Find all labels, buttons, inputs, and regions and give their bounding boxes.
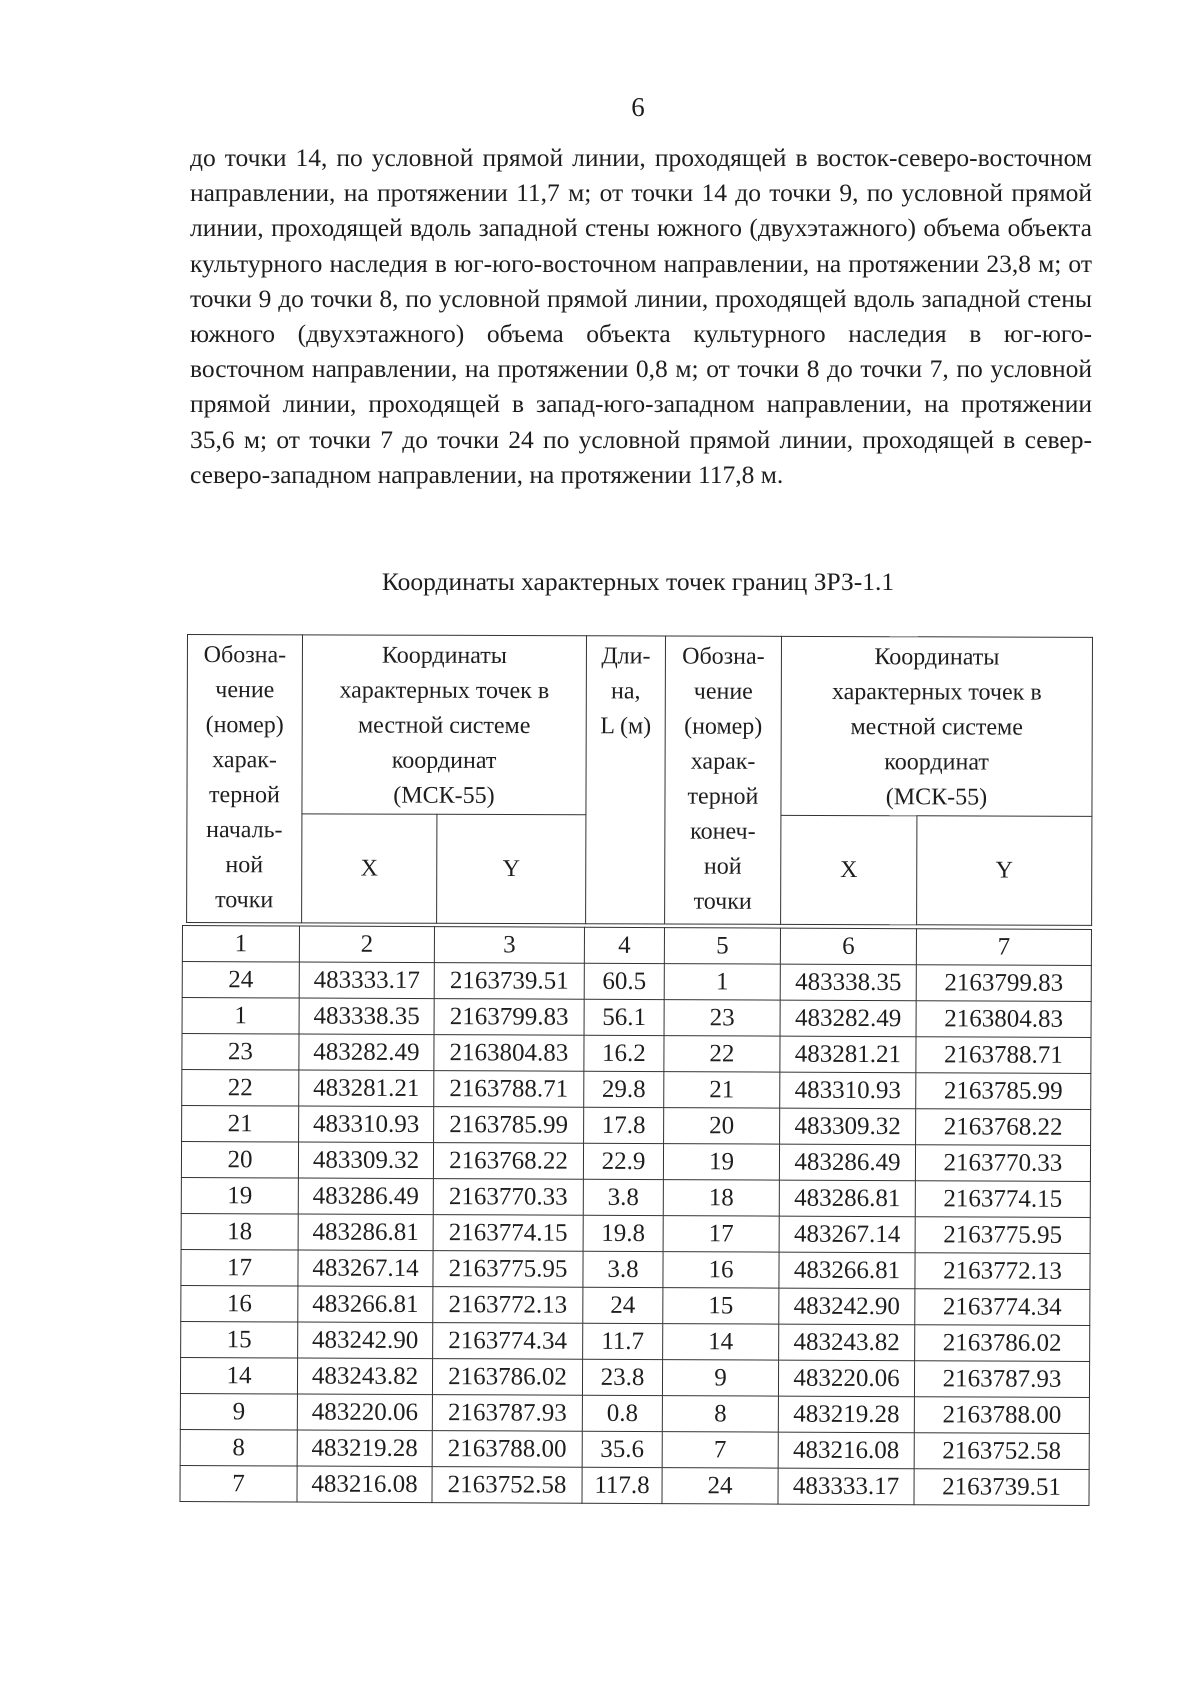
start-point-cell: 20 [181,1142,298,1179]
start-point-cell: 21 [182,1106,299,1143]
end-x-cell: 483310.93 [780,1072,916,1109]
end-point-cell: 9 [662,1360,778,1397]
end-point-cell: 16 [663,1252,779,1289]
start-y-cell: 2163774.34 [433,1323,583,1360]
start-x-cell: 483338.35 [299,998,434,1035]
header-end-y: Y [917,816,1092,926]
column-number: 5 [664,928,780,965]
table-row [181,1213,1090,1253]
start-y-cell: 2163752.58 [432,1467,582,1504]
end-x-cell: 483219.28 [778,1396,914,1433]
start-y-cell: 2163772.13 [433,1287,583,1324]
page-number: 6 [631,92,645,122]
start-point-cell: 19 [181,1177,298,1214]
end-y-cell: 2163785.99 [916,1073,1091,1110]
start-y-cell: 2163739.51 [434,963,584,1000]
length-cell: 16.2 [584,1035,664,1071]
end-x-cell: 483243.82 [779,1324,915,1361]
start-point-cell: 14 [180,1357,297,1394]
start-point-cell: 24 [182,962,299,999]
coordinates-table [179,925,1092,1506]
length-cell: 11.7 [583,1323,663,1359]
end-x-cell: 483220.06 [778,1360,914,1397]
length-cell: 3.8 [583,1251,663,1287]
header-end-coordinates: Координаты характерных точек в местной системе координат (МСК-55) [781,636,1093,816]
start-point-cell: 1 [182,998,299,1035]
end-x-cell: 483286.49 [779,1144,915,1181]
table-row [180,1357,1089,1397]
end-point-cell: 18 [663,1180,779,1217]
length-cell: 19.8 [583,1215,663,1251]
start-x-cell: 483286.81 [298,1214,433,1251]
table-row [180,1465,1089,1505]
end-point-cell: 14 [663,1324,779,1361]
end-point-cell: 24 [662,1468,778,1505]
start-point-cell: 15 [181,1321,298,1358]
column-number: 4 [584,927,664,963]
length-cell: 17.8 [584,1107,664,1143]
end-x-cell: 483286.81 [779,1180,915,1217]
end-y-cell: 2163788.00 [914,1397,1089,1434]
start-x-cell: 483220.06 [297,1394,432,1431]
end-y-cell: 2163772.13 [915,1253,1090,1290]
start-y-cell: 2163799.83 [434,999,584,1036]
table-row [181,1177,1090,1217]
start-y-cell: 2163804.83 [434,1035,584,1072]
header-start-x: X [302,814,437,923]
length-cell: 29.8 [584,1071,664,1107]
start-point-cell: 8 [180,1429,297,1466]
end-x-cell: 483282.49 [780,1000,916,1037]
start-x-cell: 483309.32 [298,1142,433,1179]
table-row [182,1106,1091,1146]
table-row [182,1034,1091,1074]
length-cell: 56.1 [584,999,664,1035]
start-y-cell: 2163770.33 [433,1179,583,1216]
header-start-y: Y [437,814,586,923]
table-row [182,998,1091,1038]
start-point-cell: 23 [182,1034,299,1071]
column-number-row [182,926,1091,966]
end-x-cell: 483216.08 [778,1432,914,1469]
header-start-coordinates: Координаты характерных точек в местной системе координат (МСК-55) [302,635,587,815]
table-body [180,926,1092,1506]
table-row [182,1070,1091,1110]
end-point-cell: 8 [662,1396,778,1433]
end-y-cell: 2163786.02 [915,1325,1090,1362]
start-x-cell: 483281.21 [299,1070,434,1107]
start-x-cell: 483282.49 [299,1034,434,1071]
table-row [181,1142,1090,1182]
end-y-cell: 2163770.33 [915,1145,1090,1182]
start-x-cell: 483310.93 [299,1106,434,1143]
end-y-cell: 2163768.22 [916,1109,1091,1146]
start-point-cell: 17 [181,1249,298,1286]
start-y-cell: 2163775.95 [433,1251,583,1288]
start-x-cell: 483216.08 [297,1466,432,1503]
table-row [182,962,1091,1002]
start-y-cell: 2163774.15 [433,1215,583,1252]
end-x-cell: 483338.35 [780,964,916,1001]
length-cell: 35.6 [582,1431,662,1467]
header-length: Дли- на, L (м) [586,636,666,924]
column-number: 6 [780,928,916,965]
column-number: 3 [434,927,584,964]
end-y-cell: 2163739.51 [914,1469,1089,1506]
header-end-x: X [781,815,917,924]
length-cell: 23.8 [582,1359,662,1395]
end-y-cell: 2163788.71 [916,1037,1091,1074]
start-y-cell: 2163786.02 [432,1359,582,1396]
start-point-cell: 22 [182,1070,299,1107]
start-x-cell: 483242.90 [298,1322,433,1359]
table-row [181,1321,1090,1361]
length-cell: 117.8 [582,1467,662,1503]
table-row [180,1429,1089,1469]
length-cell: 24 [583,1287,663,1323]
end-y-cell: 2163804.83 [916,1001,1091,1038]
start-point-cell: 9 [180,1393,297,1430]
start-y-cell: 2163768.22 [433,1143,583,1180]
body-paragraph: до точки 14, по условной прямой линии, проходящей в восток-северо-восточном направлении, на протяжении 11,7 м; от точки 14 до точки 9, по условной прямой линии, проходящей вдоль западной стены южного (двухэтажного) объема объекта культурного наследия в юг-юго-восточном направлении, на протяжении 23,8 м; от точки 9 до точки 8, по условной прямой линии, проходящей вдоль западной стены южного (двухэтажного) объема объекта культурного наследия в юг-юго-восточном направлении, на протяжении 0,8 м; от точки 8 до точки 7, по условной прямой линии, проходящей в запад-юго-западном направлении, на протяжении 35,6 м; от точки 7 до точки 24 по условной прямой линии, проходящей в север-северо-западном направлении, на протяжении 117,8 м. [190,143,1092,489]
start-x-cell: 483333.17 [299,962,434,999]
end-y-cell: 2163799.83 [916,965,1091,1002]
end-x-cell: 483266.81 [779,1252,915,1289]
end-x-cell: 483242.90 [779,1288,915,1325]
header-start-point: Обозна- чение (номер) харак- терной началь- ной точки [187,635,303,923]
end-x-cell: 483267.14 [779,1216,915,1253]
length-cell: 60.5 [584,963,664,999]
end-y-cell: 2163775.95 [915,1217,1090,1254]
end-x-cell: 483333.17 [778,1468,914,1505]
column-number: 2 [299,926,434,963]
end-point-cell: 22 [664,1036,780,1073]
end-y-cell: 2163752.58 [914,1433,1089,1470]
start-y-cell: 2163788.71 [434,1071,584,1108]
end-point-cell: 20 [664,1108,780,1145]
start-point-cell: 7 [180,1465,297,1502]
table-caption: Координаты характерных точек границ ЗРЗ-1.1 [381,567,895,596]
end-point-cell: 21 [664,1072,780,1109]
end-y-cell: 2163787.93 [914,1361,1089,1398]
end-y-cell: 2163774.34 [915,1289,1090,1326]
start-y-cell: 2163785.99 [434,1107,584,1144]
start-point-cell: 18 [181,1213,298,1250]
end-point-cell: 7 [662,1432,778,1469]
end-x-cell: 483281.21 [780,1036,916,1073]
column-number: 7 [916,929,1091,966]
table-row [181,1285,1090,1325]
end-point-cell: 1 [664,964,780,1001]
start-x-cell: 483243.82 [297,1358,432,1395]
length-cell: 22.9 [583,1143,663,1179]
start-x-cell: 483219.28 [297,1430,432,1467]
coordinates-table-header [186,634,1093,926]
end-point-cell: 23 [664,1000,780,1037]
table-row [180,1393,1089,1433]
end-point-cell: 17 [663,1216,779,1253]
start-point-cell: 16 [181,1285,298,1322]
end-point-cell: 15 [663,1288,779,1325]
start-x-cell: 483267.14 [298,1250,433,1287]
end-x-cell: 483309.32 [780,1108,916,1145]
start-y-cell: 2163787.93 [432,1395,582,1432]
end-point-cell: 19 [663,1144,779,1181]
column-number: 1 [182,926,299,963]
start-x-cell: 483286.49 [298,1178,433,1215]
end-y-cell: 2163774.15 [915,1181,1090,1218]
header-end-point: Обозна- чение (номер) харак- терной конеч- ной точки [665,636,782,924]
start-y-cell: 2163788.00 [432,1431,582,1468]
length-cell: 0.8 [582,1395,662,1431]
length-cell: 3.8 [583,1179,663,1215]
start-x-cell: 483266.81 [298,1286,433,1323]
table-row [181,1249,1090,1289]
